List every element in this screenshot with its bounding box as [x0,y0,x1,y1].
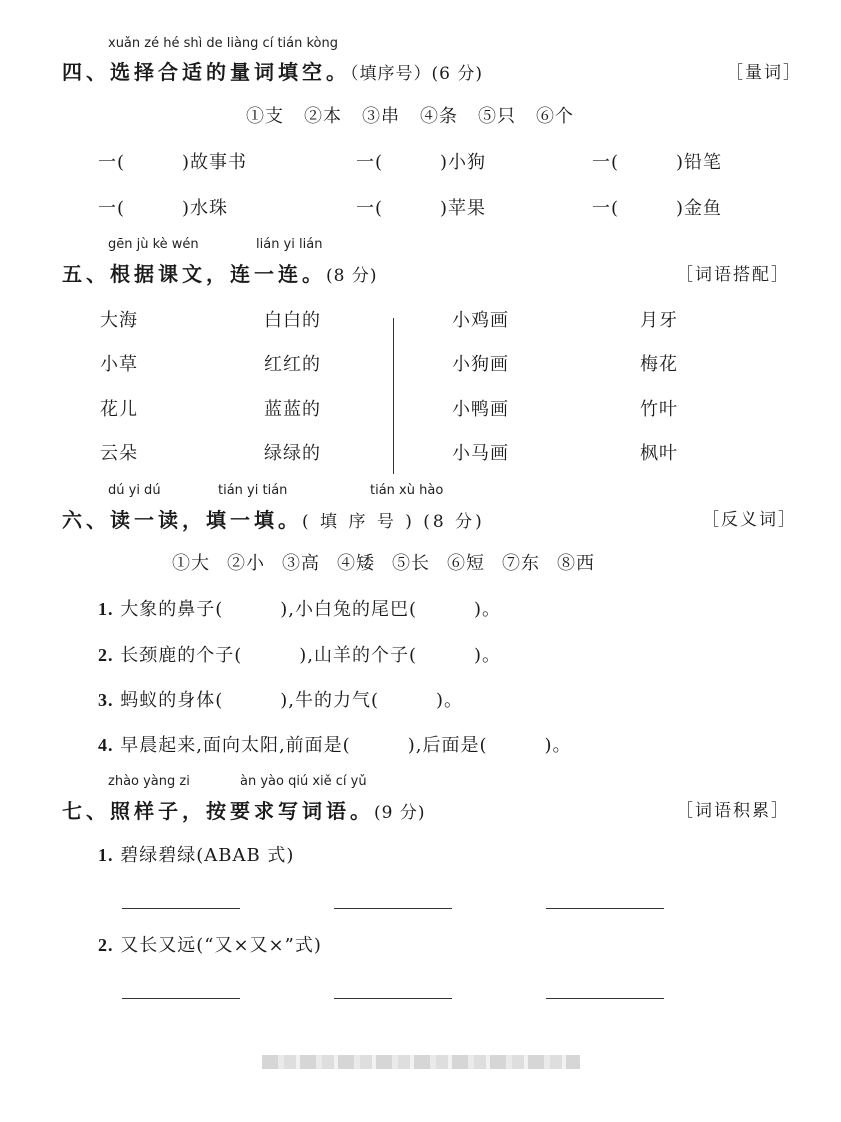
option: ⑤只 [478,106,516,127]
option: ⑧西 [557,553,595,574]
option: ③串 [362,106,400,127]
question-item[interactable] [98,595,501,621]
column-divider [393,318,394,474]
section6-options [172,549,595,575]
fill-blank[interactable]: 一( )故事书 [98,152,248,173]
section6-points: ( 填 序 号 ) (8 分) [302,512,485,532]
option: ④矮 [337,553,375,574]
question-text: 碧绿碧绿(ABAB 式) [120,845,295,866]
answer-line[interactable] [122,998,240,999]
section6-title [62,504,485,533]
section5-points: (8 分) [326,266,378,286]
section7-pinyin-1: zhào yàng zi [108,774,190,789]
match-item[interactable]: 大海 [100,310,138,331]
section7-title-text: 七、照样子，按要求写词语。 [62,799,374,823]
question-number: 4. [98,735,114,755]
option: ①大 [172,553,210,574]
answer-line[interactable] [546,908,664,909]
question-item [98,841,294,867]
match-item[interactable]: 梅花 [640,354,678,375]
match-item[interactable]: 小狗画 [452,354,509,375]
fill-blank[interactable]: 一( )小狗 [356,152,487,173]
section5-tag: ［词语搭配］ [676,265,790,285]
section7-pinyin-2: àn yào qiú xiě cí yǔ [240,774,367,789]
option: ②小 [227,553,265,574]
option: ⑤长 [392,553,430,574]
section6-pinyin-2: tián yi tián [218,483,288,498]
match-item[interactable]: 枫叶 [640,443,678,464]
fill-blank[interactable]: 一( )苹果 [356,198,487,219]
section4-title [62,56,483,85]
section7-tag: ［词语积累］ [676,801,790,821]
question-text: 大象的鼻子( ),小白兔的尾巴( )。 [120,599,502,620]
question-number: 2. [98,645,114,665]
match-item[interactable]: 小马画 [452,443,509,464]
cropped-text-glyphs [95,1029,395,1030]
match-item[interactable]: 小鸡画 [452,310,509,331]
section4-pinyin: xuǎn zé hé shì de liàng cí tián kòng [108,36,338,51]
question-text: 又长又远(“又×又×”式) [120,935,322,956]
section4-options [246,102,574,128]
cropped-text-remnant [95,1022,395,1030]
question-text: 蚂蚁的身体( ),牛的力气( )。 [120,690,464,711]
match-item[interactable]: 绿绿的 [264,443,321,464]
section7-title [62,795,425,824]
section6-title-text: 六、读一读，填一填。 [62,508,302,532]
option: ①支 [246,106,284,127]
option: ③高 [282,553,320,574]
fill-blank[interactable]: 一( )金鱼 [592,198,723,219]
match-item[interactable]: 月牙 [640,310,678,331]
answer-line[interactable] [334,908,452,909]
match-item[interactable]: 花儿 [100,399,138,420]
fill-blank[interactable]: 一( )铅笔 [592,152,723,173]
fill-blank[interactable]: 一( )水珠 [98,198,229,219]
section6-pinyin-1: dú yi dú [108,483,161,498]
option: ⑦东 [502,553,540,574]
option: ⑥个 [536,106,574,127]
question-text: 早晨起来,面向太阳,前面是( ),后面是( )。 [120,735,572,756]
section7-points: (9 分) [374,803,426,823]
question-number: 2. [98,935,114,955]
match-item[interactable]: 小草 [100,354,138,375]
question-item[interactable] [98,641,501,667]
question-text: 长颈鹿的个子( ),山羊的个子( )。 [120,645,502,666]
match-item[interactable]: 云朵 [100,443,138,464]
answer-line[interactable] [334,998,452,999]
question-item [98,931,322,957]
section5-title [62,258,377,287]
match-item[interactable]: 蓝蓝的 [264,399,321,420]
answer-line[interactable] [122,908,240,909]
section6-tag: ［反义词］ [702,510,797,530]
question-number: 1. [98,845,114,865]
question-number: 3. [98,690,114,710]
section4-tag: ［量词］ [726,63,802,83]
section5-pinyin-2: lián yi lián [256,237,323,252]
section4-title-text: 四、选择合适的量词填空。 [62,60,350,84]
option: ②本 [304,106,342,127]
match-item[interactable]: 红红的 [264,354,321,375]
answer-line[interactable] [546,998,664,999]
section5-pinyin-1: gēn jù kè wén [108,237,199,252]
option: ④条 [420,106,458,127]
match-item[interactable]: 竹叶 [640,399,678,420]
question-number: 1. [98,599,114,619]
section4-points: （填序号）(6 分) [350,64,483,84]
section5-title-text: 五、根据课文，连一连。 [62,262,326,286]
section6-pinyin-3: tián xù hào [370,483,444,498]
option: ⑥短 [447,553,485,574]
blurred-watermark [262,1055,580,1069]
match-item[interactable]: 白白的 [264,310,321,331]
match-item[interactable]: 小鸭画 [452,399,509,420]
question-item[interactable] [98,686,463,712]
question-item[interactable] [98,731,572,757]
